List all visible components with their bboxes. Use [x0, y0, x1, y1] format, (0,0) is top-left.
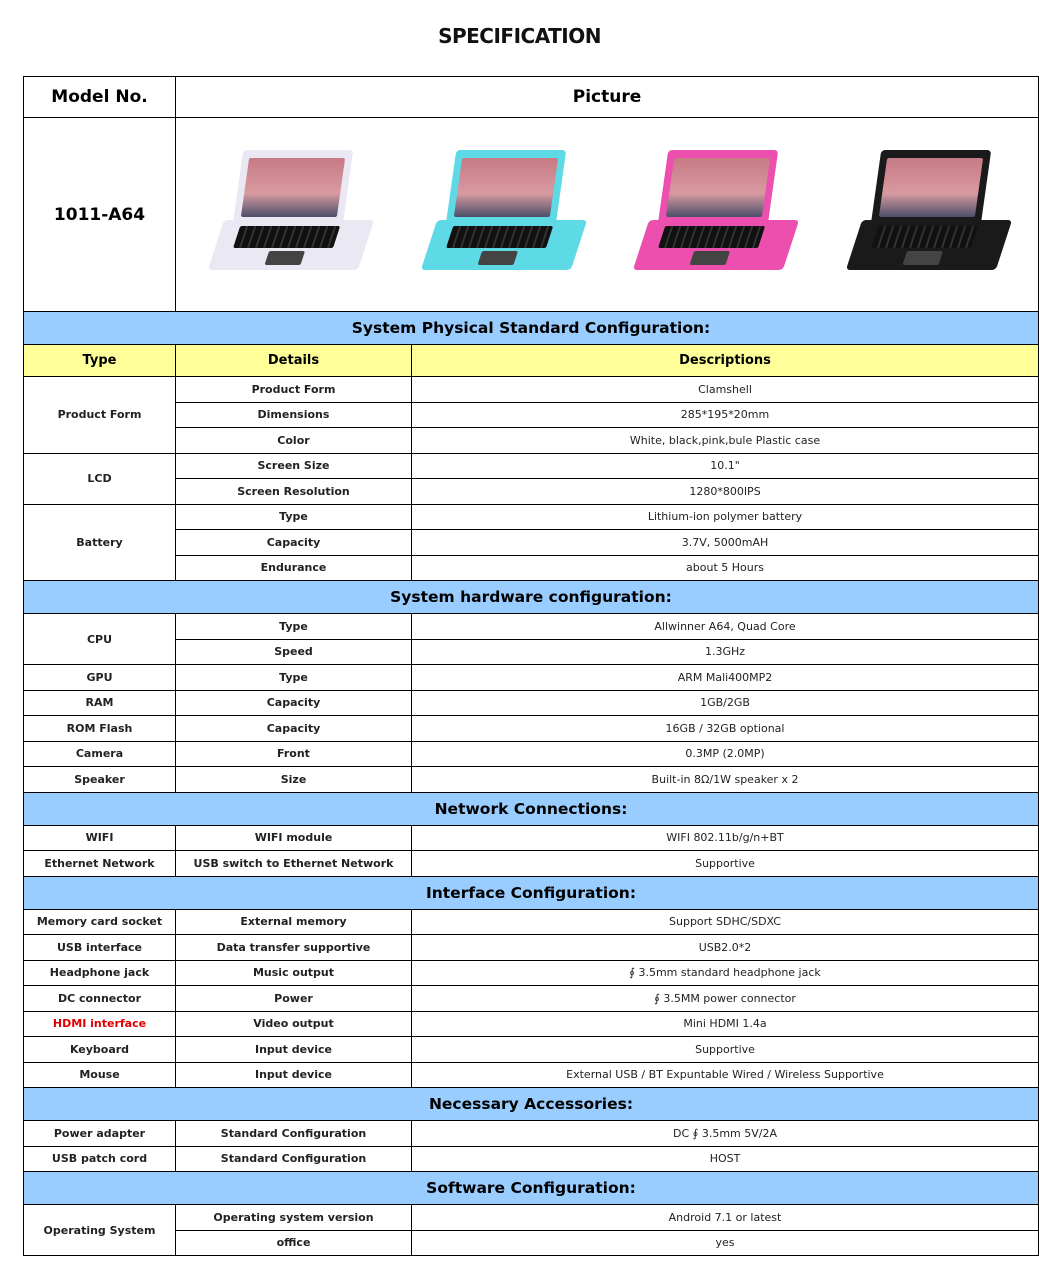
spec-detail: Standard Configuration [176, 1146, 412, 1172]
spec-type: GPU [24, 665, 176, 691]
picture-header: Picture [176, 77, 1039, 118]
section-title: Software Configuration: [24, 1172, 1039, 1205]
spec-detail: Type [176, 665, 412, 691]
table-row [24, 825, 1039, 851]
spec-detail: Type [176, 504, 412, 530]
table-row [24, 909, 1039, 935]
spec-type: Ethernet Network [24, 851, 176, 877]
section-title: Necessary Accessories: [24, 1088, 1039, 1121]
section-header-hardware [24, 581, 1039, 614]
spec-description: 285*195*20mm [412, 402, 1039, 428]
blue-laptop-image [421, 140, 581, 290]
table-row [24, 614, 1039, 640]
spec-type: WIFI [24, 825, 176, 851]
column-details: Details [176, 345, 412, 377]
spec-description: Supportive [412, 1037, 1039, 1063]
spec-type: Operating System [24, 1205, 176, 1256]
spec-description: Supportive [412, 851, 1039, 877]
table-row [24, 960, 1039, 986]
table-row [24, 935, 1039, 961]
spec-description: HOST [412, 1146, 1039, 1172]
black-laptop-image [846, 140, 1006, 290]
laptop-screen [241, 158, 345, 217]
spec-description: USB2.0*2 [412, 935, 1039, 961]
spec-type: CPU [24, 614, 176, 665]
spec-description: 16GB / 32GB optional [412, 716, 1039, 742]
laptop-base [633, 220, 799, 270]
table-row [24, 555, 1039, 581]
spec-detail: Endurance [176, 555, 412, 581]
section-title: Network Connections: [24, 792, 1039, 825]
section-header-software [24, 1172, 1039, 1205]
table-row [24, 716, 1039, 742]
spec-detail: Front [176, 741, 412, 767]
spec-detail: Input device [176, 1062, 412, 1088]
table-row [24, 1146, 1039, 1172]
spec-description: WIFI 802.11b/g/n+BT [412, 825, 1039, 851]
spec-detail: Standard Configuration [176, 1121, 412, 1147]
table-row [24, 665, 1039, 691]
spec-type: Speaker [24, 767, 176, 793]
table-row [24, 1011, 1039, 1037]
column-descriptions: Descriptions [412, 345, 1039, 377]
spec-type: LCD [24, 453, 176, 504]
table-row [24, 1062, 1039, 1088]
section-header-network [24, 792, 1039, 825]
table-row [24, 530, 1039, 556]
spec-description: yes [412, 1230, 1039, 1256]
section-header-physical [24, 312, 1039, 345]
spec-detail: Video output [176, 1011, 412, 1037]
table-row [24, 690, 1039, 716]
table-row [24, 453, 1039, 479]
spec-detail: Capacity [176, 530, 412, 556]
spec-detail: Capacity [176, 716, 412, 742]
spec-detail: Dimensions [176, 402, 412, 428]
model-number: 1011-A64 [24, 118, 176, 312]
laptop-lid [658, 150, 779, 225]
pink-laptop-image [633, 140, 793, 290]
spec-detail: Power [176, 986, 412, 1012]
table-row [24, 402, 1039, 428]
laptop-screen [879, 158, 983, 217]
specification-table [23, 76, 1039, 1256]
column-header-row [24, 345, 1039, 377]
spec-detail: office [176, 1230, 412, 1256]
spec-description: 1280*800IPS [412, 479, 1039, 505]
laptop-lid [233, 150, 354, 225]
laptop-base [846, 220, 1012, 270]
spec-detail: Operating system version [176, 1205, 412, 1231]
spec-description: External USB / BT Expuntable Wired / Wireless Supportive [412, 1062, 1039, 1088]
spec-description: 1GB/2GB [412, 690, 1039, 716]
laptop-base [421, 220, 587, 270]
spec-detail: Data transfer supportive [176, 935, 412, 961]
table-header-row [24, 77, 1039, 118]
keyboard [446, 226, 553, 248]
product-pictures [176, 118, 1039, 312]
table-row [24, 639, 1039, 665]
spec-description: ∮ 3.5MM power connector [412, 986, 1039, 1012]
spec-description: DC ∮ 3.5mm 5V/2A [412, 1121, 1039, 1147]
laptop-base [208, 220, 374, 270]
spec-description: Built-in 8Ω/1W speaker x 2 [412, 767, 1039, 793]
spec-type: USB patch cord [24, 1146, 176, 1172]
white-laptop-image [208, 140, 368, 290]
table-row [24, 1037, 1039, 1063]
spec-description: about 5 Hours [412, 555, 1039, 581]
keyboard [871, 226, 978, 248]
section-title: System Physical Standard Configuration: [24, 312, 1039, 345]
table-row [24, 1121, 1039, 1147]
spec-description: 0.3MP (2.0MP) [412, 741, 1039, 767]
spec-detail: Capacity [176, 690, 412, 716]
laptop-lid [445, 150, 566, 225]
spec-detail: Color [176, 428, 412, 454]
table-row [24, 428, 1039, 454]
table-row [24, 479, 1039, 505]
spec-description: ARM Mali400MP2 [412, 665, 1039, 691]
touchpad [690, 251, 731, 265]
laptop-lid [870, 150, 991, 225]
spec-type: RAM [24, 690, 176, 716]
spec-type: Keyboard [24, 1037, 176, 1063]
spec-description: ∮ 3.5mm standard headphone jack [412, 960, 1039, 986]
spec-type: Camera [24, 741, 176, 767]
spec-type: Mouse [24, 1062, 176, 1088]
spec-type: Product Form [24, 377, 176, 454]
spec-type: Power adapter [24, 1121, 176, 1147]
spec-detail: Screen Size [176, 453, 412, 479]
table-row [24, 1230, 1039, 1256]
spec-type: Memory card socket [24, 909, 176, 935]
spec-description: Clamshell [412, 377, 1039, 403]
spec-type: Headphone jack [24, 960, 176, 986]
keyboard [658, 226, 765, 248]
spec-detail: Music output [176, 960, 412, 986]
section-title: Interface Configuration: [24, 876, 1039, 909]
spec-description: Mini HDMI 1.4a [412, 1011, 1039, 1037]
spec-detail: Size [176, 767, 412, 793]
spec-detail: Type [176, 614, 412, 640]
laptop-screen [666, 158, 770, 217]
spec-type: DC connector [24, 986, 176, 1012]
spec-detail: Product Form [176, 377, 412, 403]
spec-description: 1.3GHz [412, 639, 1039, 665]
spec-type: ROM Flash [24, 716, 176, 742]
spec-detail: Screen Resolution [176, 479, 412, 505]
model-no-header: Model No. [24, 77, 176, 118]
touchpad [265, 251, 306, 265]
page-title: SPECIFICATION [438, 24, 601, 48]
table-row [24, 741, 1039, 767]
laptop-screen [454, 158, 558, 217]
spec-description: White, black,pink,bule Plastic case [412, 428, 1039, 454]
spec-description: Android 7.1 or latest [412, 1205, 1039, 1231]
table-row [24, 377, 1039, 403]
spec-type: Battery [24, 504, 176, 581]
keyboard [233, 226, 340, 248]
touchpad [902, 251, 943, 265]
spec-type: HDMI interface [24, 1011, 176, 1037]
table-row [24, 851, 1039, 877]
spec-detail: USB switch to Ethernet Network [176, 851, 412, 877]
spec-detail: Input device [176, 1037, 412, 1063]
spec-description: Allwinner A64, Quad Core [412, 614, 1039, 640]
table-row [24, 1205, 1039, 1231]
spec-description: Lithium-ion polymer battery [412, 504, 1039, 530]
section-header-interface [24, 876, 1039, 909]
spec-detail: WIFI module [176, 825, 412, 851]
spec-description: 3.7V, 5000mAH [412, 530, 1039, 556]
table-row [24, 986, 1039, 1012]
spec-detail: External memory [176, 909, 412, 935]
spec-detail: Speed [176, 639, 412, 665]
picture-row [24, 118, 1039, 312]
table-row [24, 767, 1039, 793]
spec-description: Support SDHC/SDXC [412, 909, 1039, 935]
section-header-accessories [24, 1088, 1039, 1121]
spec-type: USB interface [24, 935, 176, 961]
table-row [24, 504, 1039, 530]
section-title: System hardware configuration: [24, 581, 1039, 614]
spec-description: 10.1" [412, 453, 1039, 479]
touchpad [477, 251, 518, 265]
column-type: Type [24, 345, 176, 377]
